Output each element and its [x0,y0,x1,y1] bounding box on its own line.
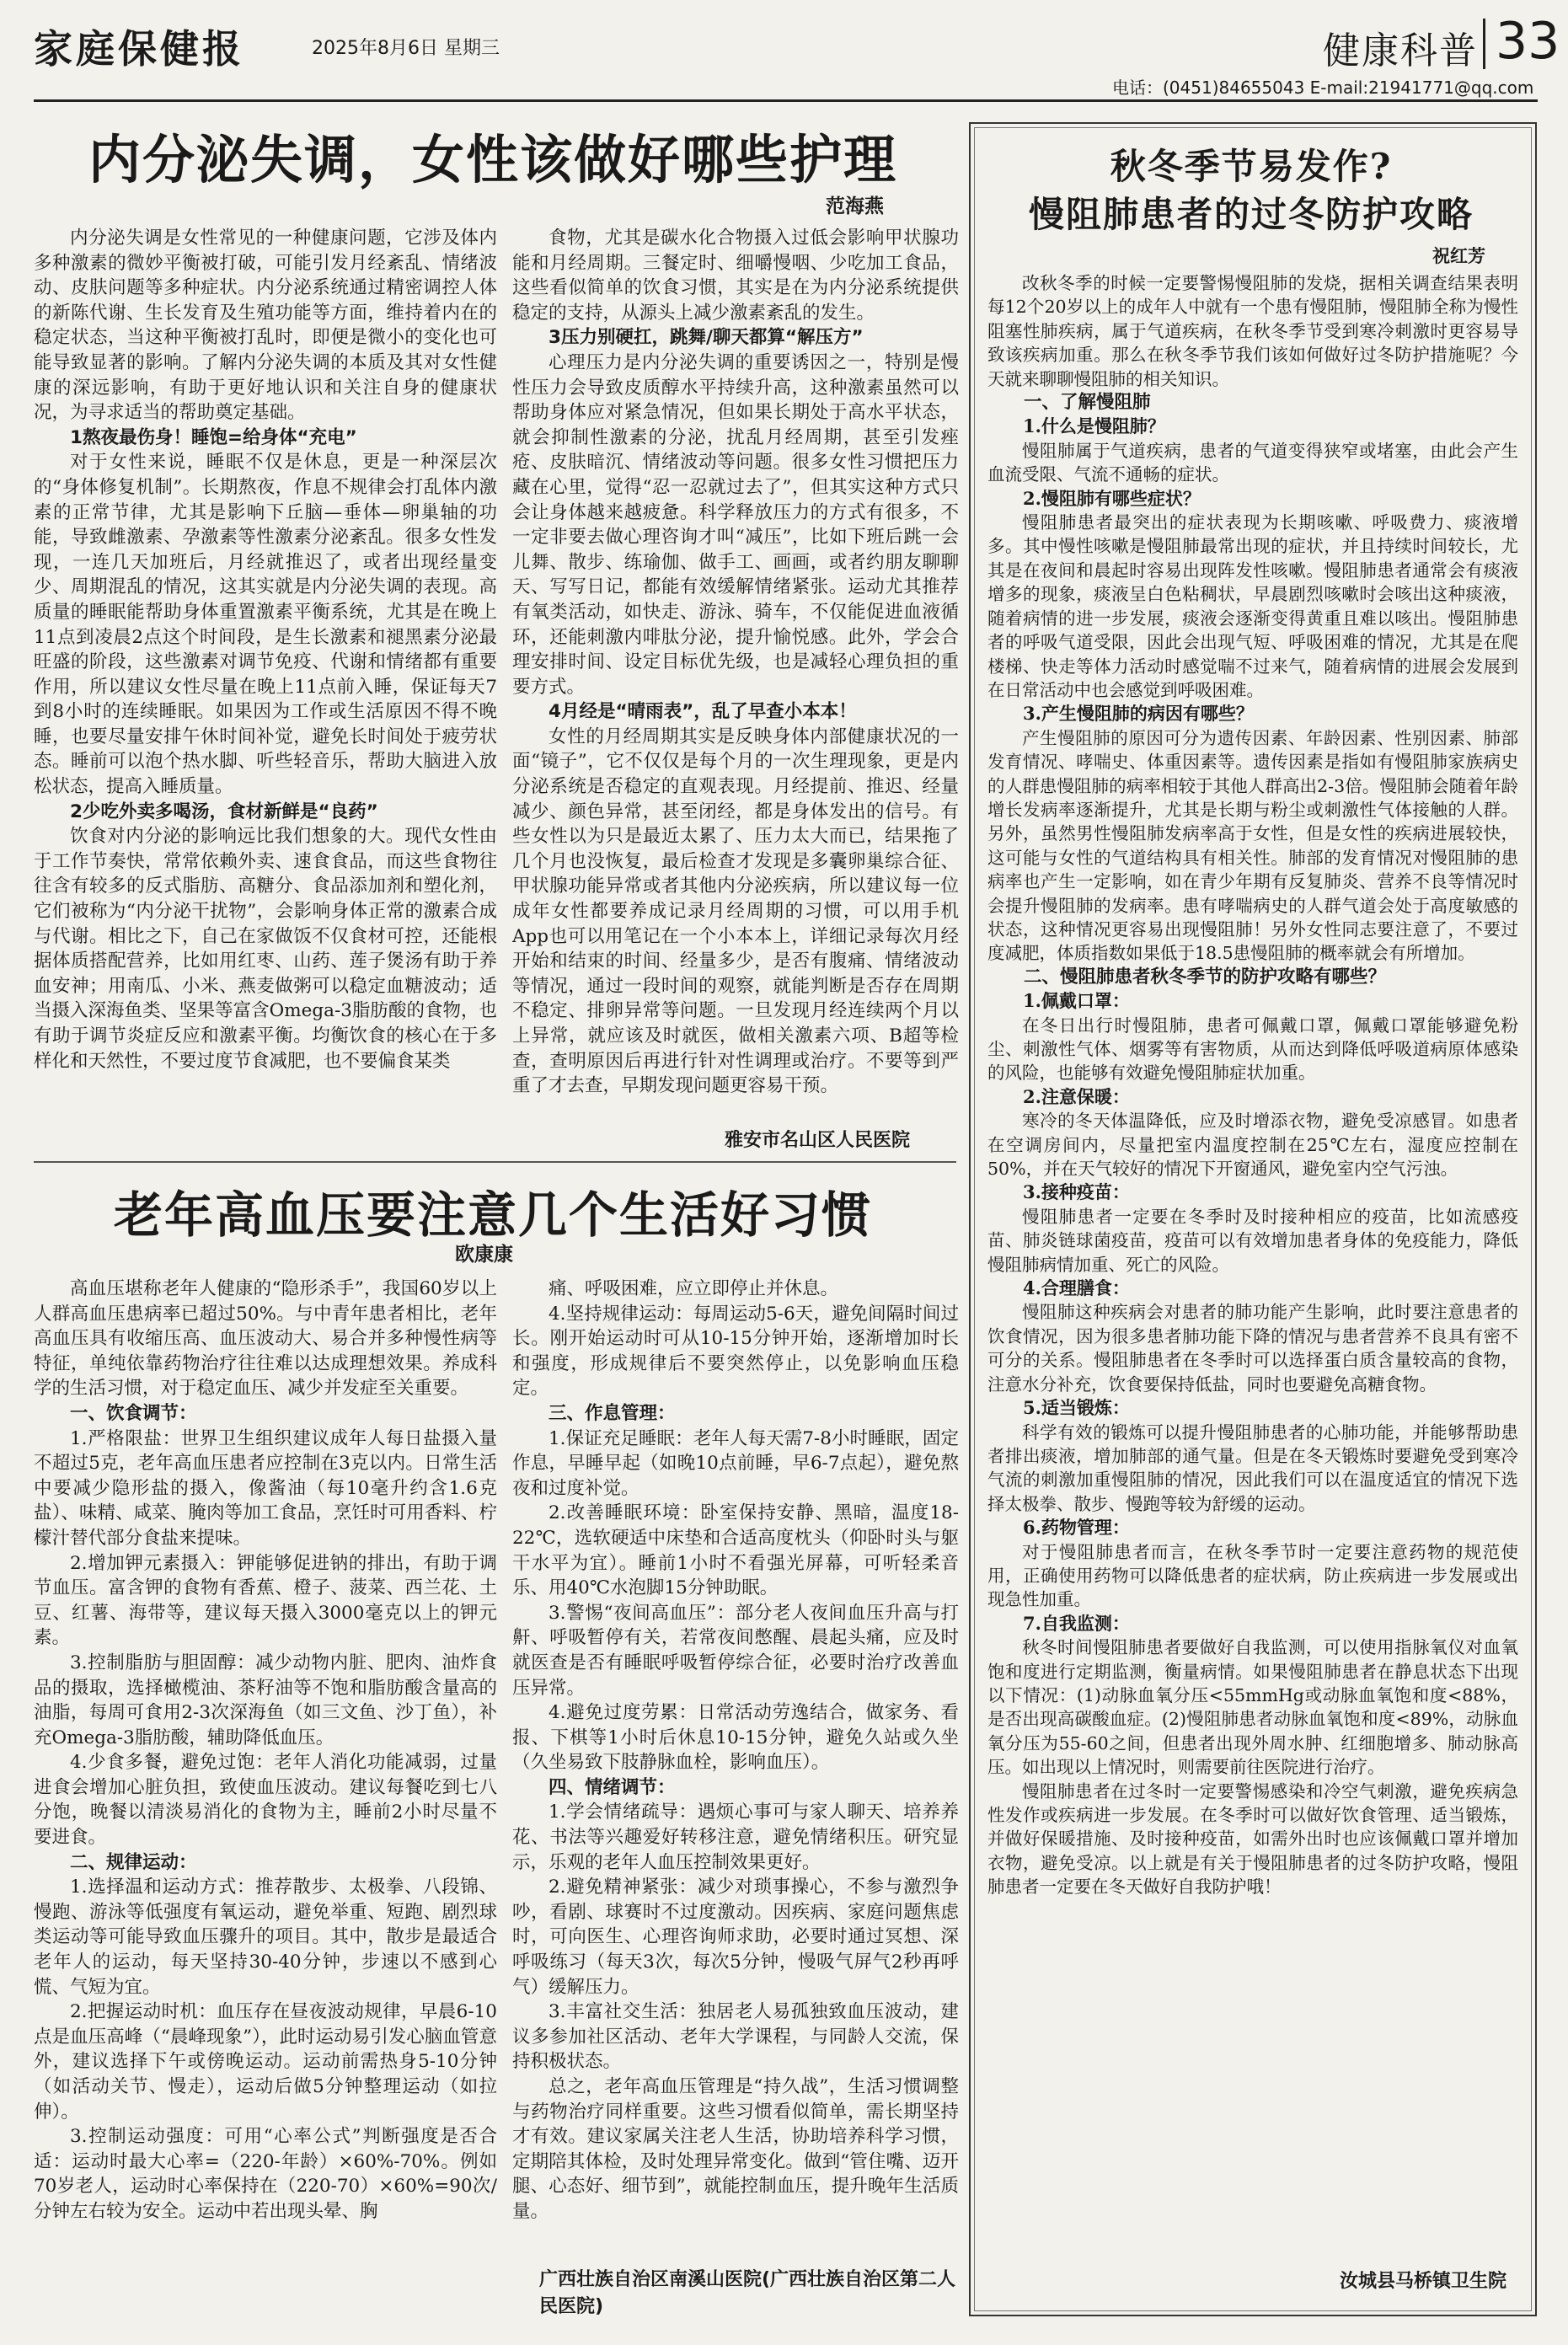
paragraph: 慢阻肺患者在过冬时一定要警惕感染和冷空气刺激，避免疾病急性发作或疾病进一步发展。在冬季时可以做好饮食管理、适当锻炼，并做好保暖措施、及时接种疫苗，如需外出时也应该佩戴口罩并增加衣物，避免受凉。以上就是有关于慢阻肺患者的过冬防护攻略，慢阻肺患者一定要在冬天做好自我防护哦！ [987,1780,1518,1898]
contact-line: 电话：(0451)84655043 E-mail:21941771@qq.com [1112,78,1534,98]
paragraph: 慢阻肺患者最突出的症状表现为长期咳嗽、呼吸费力、痰液增多。其中慢性咳嗽是慢阻肺最常出现的症状，并且持续时间较长，尤其是在夜间和晨起时容易出现阵发性咳嗽。慢阻肺患者通常会有痰液增多的现象，痰液呈白色粘稠状，早晨剧烈咳嗽时会咳出这种痰液，随着病情的进一步发展，痰液会逐渐变得黄重且难以咳出。慢阻肺患者的呼吸气道受限，因此会出现气短、呼吸困难的情况，尤其是在爬楼梯、快走等体力活动时感觉喘不过来气，随着病情的进展会发展到在日常活动中也会感觉到呼吸困难。 [987,512,1518,700]
subheading: 1.佩戴口罩： [1023,990,1130,1012]
section-name: 健康科普 [1323,29,1478,72]
paragraph: 饮食对内分泌的影响远比我们想象的大。现代女性由于工作节奏快，常常依赖外卖、速食食品，而这些食物往往含有较多的反式脂肪、高糖分、食品添加剂和塑化剂，它们被称为“内分泌干扰物”，会影响身体正常的激素合成与代谢。相比之下，自己在家做饭不仅食材可控，还能根据体质搭配营养，比如用红枣、山药、莲子煲汤有助于养血安神；用南瓜、小米、燕麦做粥可以稳定血糖波动；适当摄入深海鱼类、坚果等富含Omega-3脂肪酸的食物，也有助于调节炎症反应和激素平衡。均衡饮食的核心在于多样化和天然性，不要过度节食减肥，也不要偏食某类 [34,826,497,1072]
paragraph: 对于女性来说，睡眠不仅是休息，更是一种深层次的“身体修复机制”。长期熬夜，作息不规律会打乱体内激素的正常节律，尤其是影响下丘脑—垂体—卵巢轴的功能，导致雌激素、孕激素等性激素分泌紊乱。很多女性发现，一连几天加班后，月经就推迟了，或者出现经量变少、周期混乱的情况，这其实就是内分泌失调的表现。高质量的睡眠能帮助身体重置激素平衡系统，尤其是在晚上11点到凌晨2点这个时间段，是生长激素和褪黑素分泌最旺盛的阶段，这些激素对调节免疫、代谢和情绪都有重要作用，所以建议女性尽量在晚上11点前入睡，保证每天7到8小时的连续睡眠。如果因为工作或生活原因不得不晚睡，也要尽量安排午休时间补觉，避免长时间处于疲劳状态。睡前可以泡个热水脚、听些轻音乐，帮助大脑进入放松状态，提高入睡质量。 [34,452,497,798]
paragraph: 4.少食多餐，避免过饱：老年人消化功能减弱，过量进食会增加心脏负担，致使血压波动。建议每餐吃到七八分饱，晚餐以清淡易消化的食物为主，睡前2小时尽量不要进食。 [34,1752,497,1849]
article3-body [987,271,1518,2294]
subheading: 4.合理膳食： [1023,1277,1130,1299]
paragraph: 高血压堪称老年人健康的“隐形杀手”，我国60岁以上人群高血压患病率已超过50%。与中青年患者相比，老年高血压具有收缩压高、血压波动大、易合并多种慢性病等特征，单纯依靠药物治疗往往难以达成理想效果。养成科学的生活习惯，对于稳定血压、减少并发症至关重要。 [34,1278,497,1400]
paragraph: 心理压力是内分泌失调的重要诱因之一，特别是慢性压力会导致皮质醇水平持续升高，这种激素虽然可以帮助身体应对紧急情况，但如果长期处于高水平状态，就会抑制性激素的分泌，扰乱月经周期，甚至引发痤疮、皮肤暗沉、情绪波动等问题。很多女性习惯把压力藏在心里，觉得“忍一忍就过去了”，但其实这种方式只会让身体越来越疲惫。科学释放压力的方式有很多，不一定非要去做心理咨询才叫“减压”，比如下班后跳一会儿舞、散步、练瑜伽、做手工、画画，或者约朋友聊聊天、写写日记，都能有效缓解情绪紧张。运动尤其推荐有氧类活动，如快走、游泳、骑车，不仅能促进血液循环，还能刺激内啡肽分泌，提升愉悦感。此外，学会合理安排时间、设定目标优先级，也是减轻心理负担的重要方式。 [512,351,959,698]
paragraph: 秋冬时间慢阻肺患者要做好自我监测，可以使用指脉氧仪对血氧饱和度进行定期监测，衡量病情。如果慢阻肺患者在静息状态下出现以下情况：(1)动脉血氧分压<55mmHg或动脉血氧饱和度<88%，是否出现高碳酸血症。(2)慢阻肺患者动脉血氧饱和度<89%，动脉血氧分压为55-60之间，但患者出现外周水肿、红细胞增多、肺动脉高压。如出现以上情况时，则需要前往医院进行治疗。 [987,1637,1518,1778]
subheading: 一、了解慢阻肺 [1024,392,1151,414]
paragraph: 4.避免过度劳累：日常活动劳逸结合，做家务、看报、下棋等1小时后休息10-15分钟，避免久站或久坐（久坐易致下肢静脉血栓，影响血压）。 [512,1702,959,1774]
subheading: 三、作息管理： [549,1402,676,1424]
article1-title: 内分泌失调，女性该做好哪些护理 [88,129,897,190]
paragraph: 2.增加钾元素摄入：钾能够促进钠的排出，有助于调节血压。富含钾的食物有香蕉、橙子、菠菜、西兰花、土豆、红薯、海带等，建议每天摄入3000毫克以上的钾元素。 [34,1552,497,1649]
subheading: 3.接种疫苗： [1023,1181,1130,1203]
paragraph: 在冬日出行时慢阻肺，患者可佩戴口罩，佩戴口罩能够避免粉尘、刺激性气体、烟雾等有害物质，从而达到降低呼吸道病原体感染的风险，也能够有效避免慢阻肺症状加重。 [987,1015,1518,1084]
subheading: 5.适当锻炼： [1023,1397,1130,1419]
article1-column2 [512,226,959,1102]
paragraph: 产生慢阻肺的原因可分为遗传因素、年龄因素、性别因素、肺部发育情况、哮喘史、体重因素等。遗传因素是指如有慢阻肺家族病史的人群患慢阻肺的病率相较于其他人群高出2-3倍。慢阻肺会随着年龄增长发病率逐渐提升，尤其是长期与粉尘或刺激性气体接触的人群。另外，虽然男性慢阻肺发病率高于女性，但是女性的疾病进展较快，这可能与女性的气道结构具有相关性。肺部的发育情况对慢阻肺的患病率也产生一定影响，如在青少年期有反复肺炎、营养不良等情况时会提升慢阻肺的发病率。患有哮喘病史的人群气道会处于高度敏感的状态，这种情况更容易出现慢阻肺！另外女性同志要注意了，不要过度减肥，体质指数如果低于18.5患慢阻肺的概率就会有所增加。 [987,727,1518,964]
paragraph: 改秋冬季的时候一定要警惕慢阻肺的发烧，据相关调查结果表明每12个20岁以上的成年人中就有一个患有慢阻肺，慢阻肺全称为慢性阻塞性肺疾病，属于气道疾病，在秋冬季节受到寒冷刺激时更容易导致该疾病加重。那么在秋冬季节我们该如何做好过冬防护措施呢？今天就来聊聊慢阻肺的相关知识。 [987,273,1518,389]
article1-signoff: 雅安市名山区人民医院 [725,1130,911,1151]
paragraph: 2.把握运动时机：血压存在昼夜波动规律，早晨6-10点是血压高峰（“晨峰现象”），此时运动易引发心脑血管意外，建议选择下午或傍晚运动。运动前需热身5-10分钟（如活动关节、慢走），运动后做5分钟整理运动（如拉伸）。 [34,2001,497,2123]
paragraph: 4.坚持规律运动：每周运动5-6天，避免间隔时间过长。刚开始运动时可从10-15分钟开始，逐渐增加时长和强度，形成规律后不要突然停止，以免影响血压稳定。 [512,1303,959,1400]
page-number: 33 [1496,12,1560,71]
subheading: 2.慢阻肺有哪些症状？ [1023,487,1201,509]
masthead-rule [34,99,1538,102]
paragraph: 痛、呼吸困难，应立即停止并休息。 [549,1278,839,1299]
paragraph: 3.警惕“夜间高血压”：部分老人夜间血压升高与打鼾、呼吸暂停有关，若常夜间憋醒、晨起头痛，应及时就医查是否有睡眠呼吸暂停综合征，必要时治疗改善血压异常。 [512,1602,959,1699]
paragraph: 3.控制脂肪与胆固醇：减少动物内脏、肥肉、油炸食品的摄取，选择橄榄油、茶籽油等不饱和脂肪酸含量高的油脂，每周可食用2-3次深海鱼（如三文鱼、沙丁鱼），补充Omega-3脂肪酸，辅助降低血压。 [34,1652,497,1748]
paragraph: 2.改善睡眠环境：卧室保持安静、黑暗，温度18-22℃，选软硬适中床垫和合适高度枕头（仰卧时头与躯干水平为宜）。睡前1小时不看强光屏幕，可听轻柔音乐、用40℃水泡脚15分钟助眠。 [512,1502,959,1599]
paragraph: 1.学会情绪疏导：遇烦心事可与家人聊天、培养养花、书法等兴趣爱好转移注意，避免情绪积压。研究显示，乐观的老年人血压控制效果更好。 [512,1802,959,1873]
masthead [34,12,1560,72]
paragraph: 寒冷的冬天体温降低，应及时增添衣物，避免受凉感冒。如患者在空调房间内，尽量把室内温度控制在25℃左右，湿度应控制在50%，并在天气较好的情况下开窗通风，避免室内空气污浊。 [987,1111,1518,1180]
paragraph: 对于慢阻肺患者而言，在秋冬季节时一定要注意药物的规范使用，正确使用药物可以降低患者的症状病，防止疾病进一步发展或出现急性加重。 [987,1541,1518,1610]
paragraph: 科学有效的锻炼可以提升慢阻肺患者的心肺功能，并能够帮助患者排出痰液，增加肺部的通气量。但是在冬天锻炼时要避免受到寒冷气流的刺激加重慢阻肺的情况，因此我们可以在温度适宜的情况下选择太极拳、散步、慢跑等较为舒缓的运动。 [987,1421,1518,1514]
paragraph: 女性的月经周期其实是反映身体内部健康状况的一面“镜子”，它不仅仅是每个月的一次生理现象，更是内分泌系统是否稳定的直观表现。月经提前、推迟、经量减少、颜色异常，甚至闭经，都是身体发出的信号。有些女性以为只是最近太累了、压力太大而已，结果拖了几个月也没恢复，最后检查才发现是多囊卵巢综合征、甲状腺功能异常或者其他内分泌疾病，所以建议每一位成年女性都要养成记录月经周期的习惯，可以用手机App也可以用笔记在一个小本本上，详细记录每次月经开始和结束的时间、经量多少，是否有腹痛、情绪波动等情况，通过一段时间的观察，就能判断是否存在周期不稳定、排卵异常等问题。一旦发现月经连续两个月以上异常，就应该及时就医，做相关激素六项、B超等检查，查明原因后再进行针对性调理或治疗。不要等到严重了才去查，早期发现问题更容易干预。 [512,725,959,1097]
paragraph: 2.避免精神紧张：减少对琐事操心，不参与激烈争吵，看剧、球赛时不过度激动。因疾病、家庭问题焦虑时，可向医生、心理咨询师求助，必要时通过冥想、深呼吸练习（每天3次，每次5分钟，慢吸气屏气2秒再呼气）缓解压力。 [512,1877,959,1998]
paragraph: 食物，尤其是碳水化合物摄入过低会影响甲状腺功能和月经周期。三餐定时、细嚼慢咽、少吃加工食品，这些看似简单的饮食习惯，其实是在为内分泌系统提供稳定的支持，从源头上减少激素紊乱的发生。 [512,228,959,324]
paragraph: 3.控制运动强度：可用“心率公式”判断强度是否合适：运动时最大心率=（220-年龄）×60%-70%。例如70岁老人，运动时心率保持在（220-70）×60%=90次/分钟左右较为安全。运动中若出现头晕、胸 [34,2126,497,2222]
article1-author: 范海燕 [826,195,884,217]
article2-author: 欧康康 [455,1244,513,1266]
paragraph: 1.保证充足睡眠：老年人每天需7-8小时睡眠，固定作息，早睡早起（如晚10点前睡，早6-7点起），避免熬夜和过度补觉。 [512,1427,959,1499]
paragraph: 慢阻肺属于气道疾病，患者的气道变得狭窄或堵塞，由此会产生血流受限、气流不通畅的症状。 [987,440,1518,485]
article3-signoff: 汝城县马桥镇卫生院 [1340,2271,1507,2292]
subheading: 二、规律运动： [70,1851,197,1873]
subheading: 6.药物管理： [1023,1517,1130,1539]
paragraph: 1.严格限盐：世界卫生组织建议成年人每日盐摄入量不超过5克，老年高血压患者应控制在3克以内。日常生活中要减少隐形盐的摄入，像酱油（每10毫升约含1.6克盐）、味精、咸菜、腌肉等加工食品，烹饪时可用香料、柠檬汁替代部分食盐来提味。 [34,1427,497,1549]
masthead-separator [1483,19,1485,69]
subheading: 3压力别硬扛，跳舞/聊天都算“解压方” [549,327,864,349]
subheading: 二、慢阻肺患者秋冬季节的防护攻略有哪些？ [1024,966,1387,988]
article-divider [34,1161,956,1163]
issue-date: 2025年8月6日 星期三 [312,38,500,59]
subheading: 一、饮食调节： [70,1402,197,1424]
paragraph: 总之，老年高血压管理是“持久战”，生活习惯调整与药物治疗同样重要。这些习惯看似简单，需长期坚持才有效。建议家属关注老人生活，协助培养科学习惯，定期陪其体检，及时处理异常变化。做到“管住嘴、迈开腿、心态好、细节到”，就能控制血压，提升晚年生活质量。 [512,2076,959,2222]
subheading: 4月经是“晴雨表”，乱了早查小本本！ [549,701,857,723]
article2-signoff: 广西壮族自治区南溪山医院(广西壮族自治区第二人民医院) [539,2269,956,2317]
article3-title-line1: 秋冬季节易发作? [1110,146,1393,187]
subheading: 四、情绪调节： [549,1776,676,1798]
paragraph: 慢阻肺患者一定要在冬季时及时接种相应的疫苗，比如流感疫苗、肺炎链球菌疫苗，疫苗可以有效增加患者身体的免疫能力，降低慢阻肺病情加重、死亡的风险。 [987,1206,1518,1275]
article1-column1 [34,226,497,1102]
article3-author: 祝红芳 [1432,246,1485,266]
article2-column2 [512,1277,959,2262]
subheading: 2.注意保暖： [1023,1085,1130,1107]
paper-name: 家庭保健报 [34,26,244,72]
subheading: 7.自我监测： [1023,1612,1130,1634]
subheading: 3.产生慢阻肺的病因有哪些？ [1023,703,1254,725]
article3-title-line2: 慢阻肺患者的过冬防护攻略 [1028,194,1474,235]
subheading: 1熬夜最伤身！睡饱=给身体“充电” [70,426,357,448]
paragraph: 慢阻肺这种疾病会对患者的肺功能产生影响，此时要注意患者的饮食情况，因为很多患者肺功能下降的情况与患者营养不良具有密不可分的关系。慢阻肺患者在冬季时可以选择蛋白质含量较高的食物，注意水分补充，饮食要保持低盐，同时也要避免高糖食物。 [987,1302,1518,1395]
article2-column1 [34,1277,497,2321]
paragraph: 1.选择温和运动方式：推荐散步、太极拳、八段锦、慢跑、游泳等低强度有氧运动，避免举重、短跑、剧烈球类运动等可能导致血压骤升的项目。其中，散步是最适合老年人的运动，每天坚持30-40分钟，步速以不感到心慌、气短为宜。 [34,1877,497,1998]
subheading: 1.什么是慢阻肺？ [1023,415,1165,437]
article2-title: 老年高血压要注意几个生活好习惯 [113,1186,872,1244]
paragraph: 内分泌失调是女性常见的一种健康问题，它涉及体内多种激素的微妙平衡被打破，可能引发月经紊乱、情绪波动、皮肤问题等多种症状。内分泌系统通过精密调控人体的新陈代谢、生长发育及生殖功能等方面，维持着内在的稳定状态，当这种平衡被打乱时，即便是微小的变化也可能导致显著的影响。了解内分泌失调的本质及其对女性健康的深远影响，有助于更好地认识和关注自身的健康状况，为寻求适当的帮助奠定基础。 [34,228,497,424]
subheading: 2少吃外卖多喝汤，食材新鲜是“良药” [70,800,378,822]
paragraph: 3.丰富社交生活：独居老人易孤独致血压波动，建议多参加社区活动、老年大学课程，与同龄人交流，保持积极状态。 [512,2001,959,2073]
